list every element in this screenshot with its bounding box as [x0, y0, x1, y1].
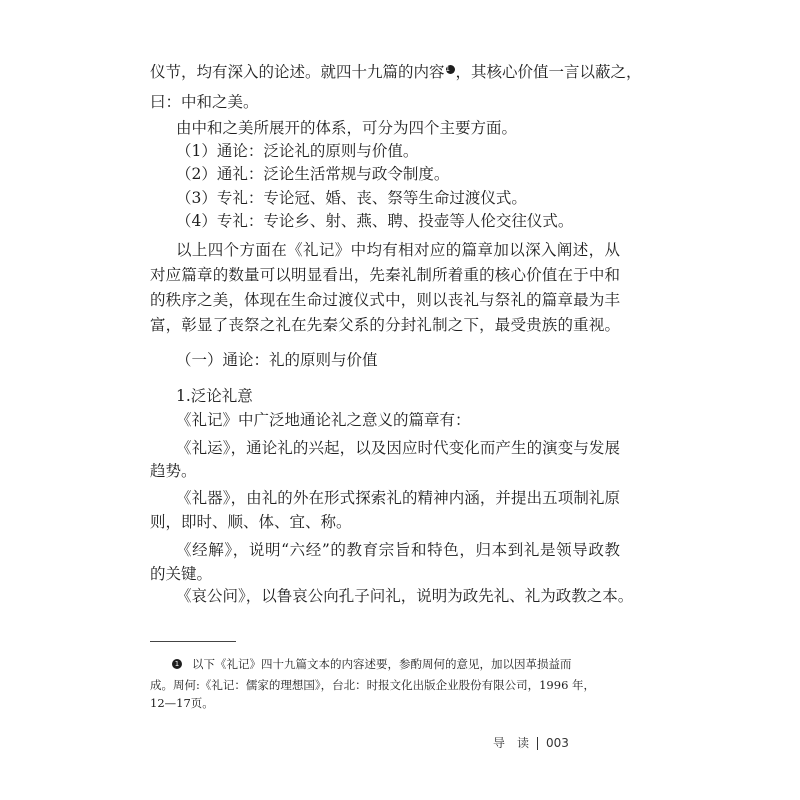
subsection-heading: 1.泛论礼意: [176, 387, 253, 405]
entry-line-3: 《礼器》，由礼的外在形式探索礼的精神内涵，并提出五项制礼原: [176, 489, 620, 507]
body-paragraph-intro: 由中和之美所展开的体系，可分为四个主要方面。: [176, 119, 518, 137]
body-line-1-a: 仪节，均有深入的论述。就四十九篇的内容: [150, 63, 445, 81]
list-item-2: （2）通礼：泛论生活常规与政令制度。: [176, 165, 450, 183]
footnote-divider: [150, 641, 236, 642]
intro-line: 《礼记》中广泛地通论礼之意义的篇章有：: [176, 411, 471, 429]
paragraph-line-2: 对应篇章的数量可以明显看出，先秦礼制所着重的核心价值在于中和: [150, 266, 620, 284]
paragraph-line-1: 以上四个方面在《礼记》中均有相对应的篇章加以深入阐述，从: [176, 241, 620, 259]
page-footer: [493, 735, 569, 751]
body-line-1: [150, 62, 642, 82]
entry-line-6: 的关键。: [150, 565, 213, 583]
entry-line-1: 《礼运》，通论礼的兴起，以及因应时代变化而产生的演变与发展: [176, 439, 620, 457]
body-line-1-b: ，其核心价值一言以蔽之，: [455, 63, 642, 81]
entry-line-7: 《哀公问》，以鲁哀公向孔子问礼，说明为政先礼、礼为政教之本。: [176, 587, 634, 605]
list-item-1: （1）通论：泛论礼的原则与价值。: [176, 142, 419, 160]
paragraph-line-4: 富，彰显了丧祭之礼在先秦父系的分封礼制之下，最受贵族的重视。: [150, 316, 620, 334]
footnote-reference-marker[interactable]: 1: [446, 65, 455, 74]
footnote-line-1: 以下《礼记》四十九篇文本的内容述要，参酌周何的意见，加以因革损益而: [192, 657, 572, 671]
entry-line-5: 《经解》，说明“六经”的教育宗旨和特色，归本到礼是领导政教: [176, 541, 620, 559]
page-number: 003: [546, 736, 569, 750]
footer-section-title: 导 读: [493, 736, 530, 750]
footnote-marker: 1: [172, 659, 182, 669]
body-line-2: 曰：中和之美。: [150, 93, 259, 111]
paragraph-line-3: 的秩序之美，体现在生命过渡仪式中，则以丧礼与祭礼的篇章最为丰: [150, 291, 620, 309]
footer-separator: [537, 737, 538, 750]
entry-line-4: 则，即时、顺、体、宜、称。: [150, 513, 352, 531]
section-heading: （一）通论：礼的原则与价值: [176, 351, 378, 369]
list-item-4: （4）专礼：专论乡、射、燕、聘、投壶等人伦交往仪式。: [176, 212, 574, 230]
footnote-line-3: 12—17页。: [150, 696, 214, 710]
list-item-3: （3）专礼：专论冠、婚、丧、祭等生命过渡仪式。: [176, 189, 527, 207]
footnote-line-2: 成。周何:《礼记：儒家的理想国》，台北：时报文化出版企业股份有限公司，1996 年，: [150, 678, 596, 692]
entry-line-2: 趋势。: [150, 462, 197, 480]
